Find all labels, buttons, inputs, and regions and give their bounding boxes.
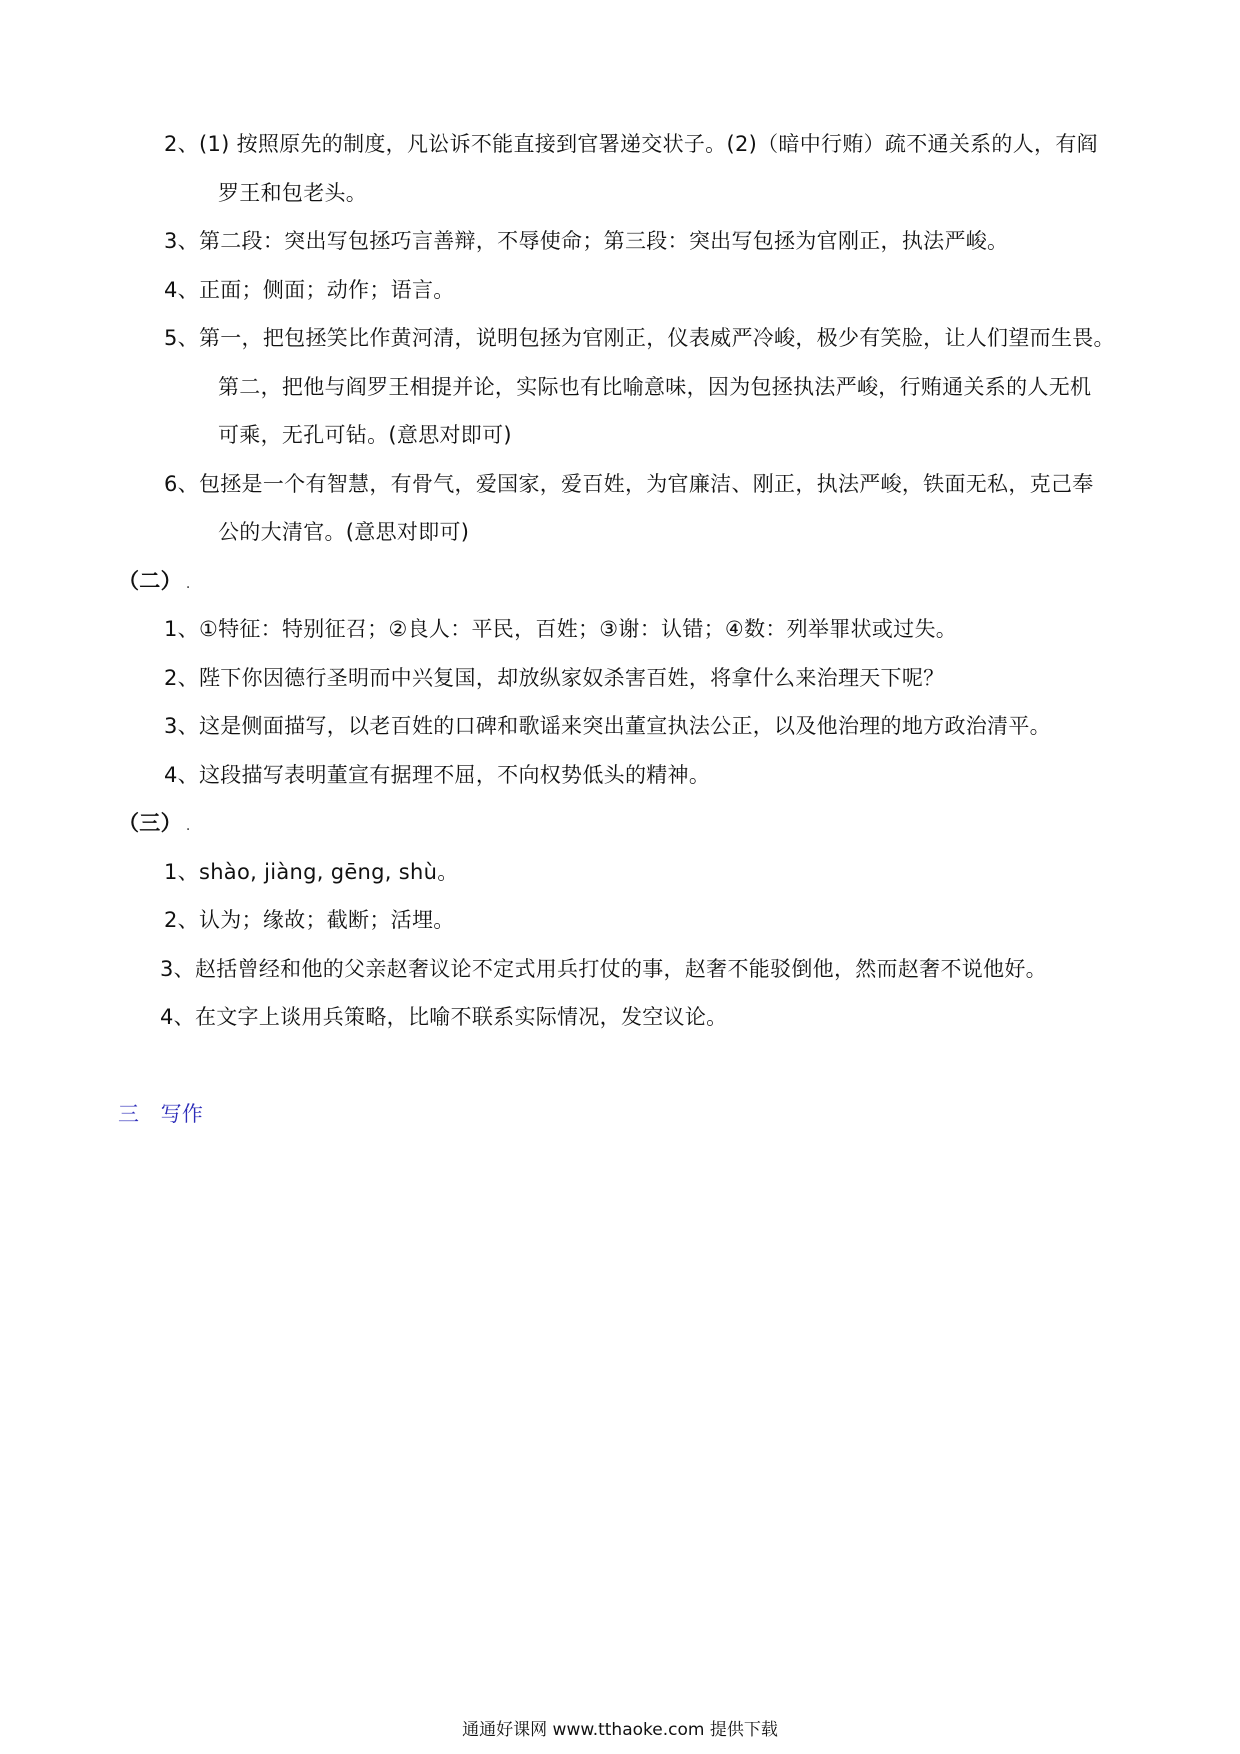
- section-2-heading-dot: .: [185, 576, 191, 592]
- section-3-heading-text: （三）: [118, 811, 182, 835]
- section-3-item-4: 4、在文字上谈用兵策略，比喻不联系实际情况，发空议论。: [160, 1005, 728, 1029]
- writing-heading: 三 写作: [118, 1102, 204, 1126]
- answer-2-line-2: 罗王和包老头。: [218, 181, 368, 205]
- answer-4: 4、正面；侧面；动作；语言。: [164, 278, 455, 302]
- section-3-heading: [118, 809, 191, 840]
- answer-5-line-1: 5、第一，把包拯笑比作黄河清，说明包拯为官刚正，仪表威严冷峻，极少有笑脸，让人们望而生畏。: [164, 326, 1115, 350]
- section-3-item-3: 3、赵括曾经和他的父亲赵奢议论不定式用兵打仗的事，赵奢不能驳倒他，然而赵奢不说他好。: [160, 957, 1047, 981]
- answer-3: 3、第二段：突出写包拯巧言善辩，不辱使命；第三段：突出写包拯为官刚正，执法严峻。: [164, 229, 1009, 253]
- section-3-heading-dot: .: [185, 818, 191, 834]
- answer-5-line-3: 可乘，无孔可钻。(意思对即可): [218, 423, 512, 447]
- answer-6-line-2: 公的大清官。(意思对即可): [218, 520, 470, 544]
- section-2-item-2: 2、陛下你因德行圣明而中兴复国，却放纵家奴杀害百姓，将拿什么来治理天下呢？: [164, 666, 945, 690]
- section-2-item-4: 4、这段描写表明董宣有据理不屈，不向权势低头的精神。: [164, 763, 711, 787]
- section-2-heading-text: （二）: [118, 569, 182, 593]
- answer-6-line-1: 6、包拯是一个有智慧，有骨气，爱国家，爱百姓，为官廉洁、刚正，执法严峻，铁面无私，克己奉: [164, 472, 1094, 496]
- answer-2-line-1: 2、(1) 按照原先的制度，凡讼诉不能直接到官署递交状子。(2)（暗中行贿）疏不通关系的人，有阎: [164, 132, 1098, 156]
- section-3-item-1: 1、shào, jiàng, gēng, shù。: [164, 860, 459, 884]
- section-3-item-2: 2、认为；缘故；截断；活埋。: [164, 908, 455, 932]
- page-footer: 通通好课网 www.tthaoke.com 提供下载: [462, 1720, 778, 1740]
- section-2-item-3: 3、这是侧面描写，以老百姓的口碑和歌谣来突出董宣执法公正，以及他治理的地方政治清平。: [164, 714, 1051, 738]
- section-2-item-1: 1、①特征：特别征召；②良人：平民，百姓；③谢：认错；④数：列举罪状或过失。: [164, 617, 958, 641]
- answer-5-line-2: 第二，把他与阎罗王相提并论，实际也有比喻意味，因为包拯执法严峻，行贿通关系的人无机: [218, 375, 1092, 399]
- section-2-heading: [118, 567, 191, 598]
